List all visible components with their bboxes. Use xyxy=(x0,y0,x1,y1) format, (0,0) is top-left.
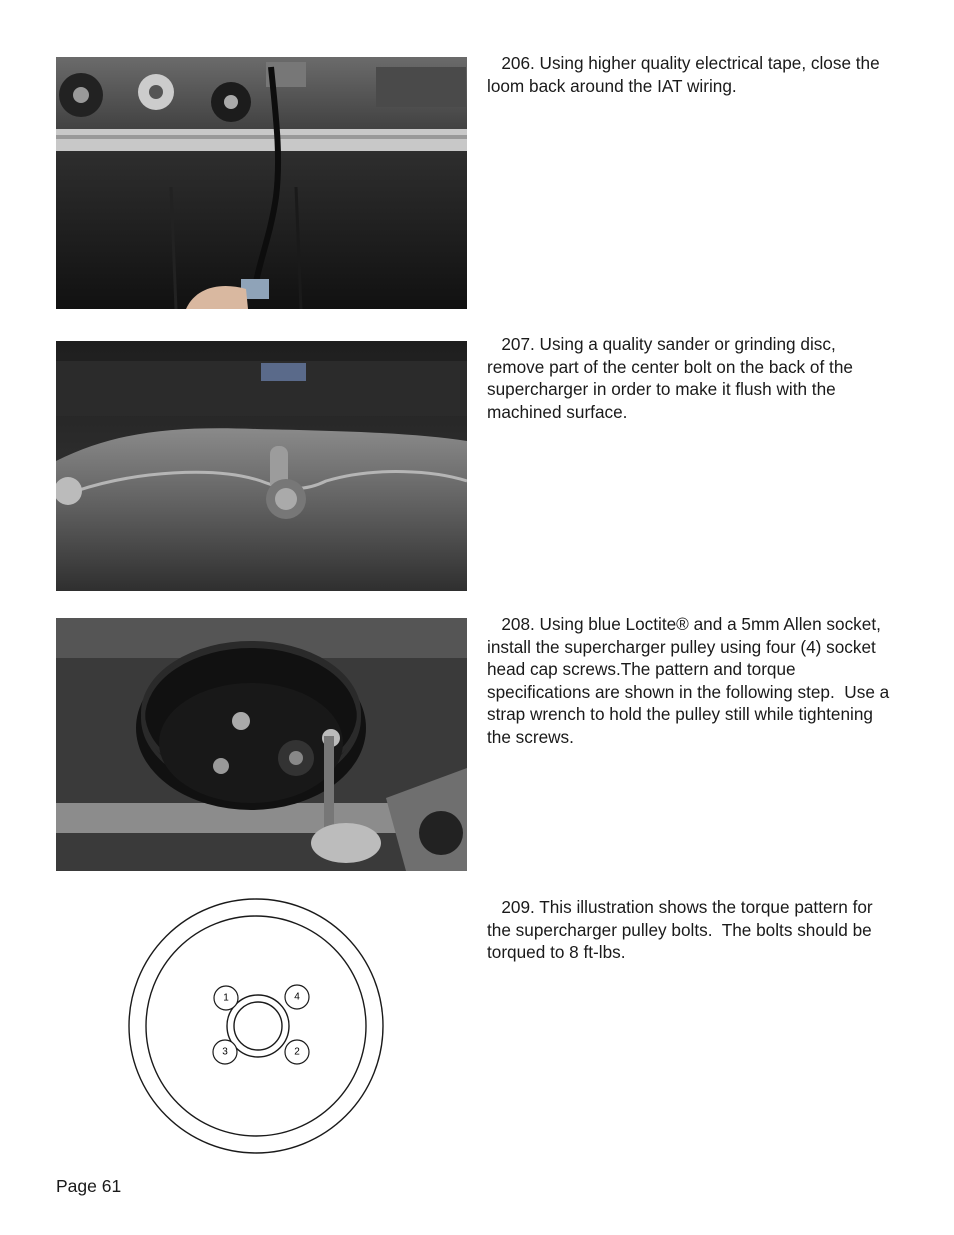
step-209-text: 209. This illustration shows the torque pattern for the supercharger pulley bolts. The bolts should be torqued to 8 ft-lbs. xyxy=(487,897,878,963)
bolt-1 xyxy=(214,986,238,1010)
torque-pattern-diagram xyxy=(126,896,386,1156)
hub-inner-ring xyxy=(234,1002,282,1050)
pulley-inner-ring xyxy=(146,916,366,1136)
bolt-2 xyxy=(285,1040,309,1064)
page-number: Page 61 xyxy=(56,1176,122,1196)
pulley-outer-ring xyxy=(129,899,383,1153)
photo-center-bolt xyxy=(56,341,467,591)
bolt-2-label: 2 xyxy=(294,1046,300,1058)
step-207-text: 207. Using a quality sander or grinding disc, remove part of the center bolt on the back of the supercharger in order to make it flush with the machined surface. xyxy=(487,334,858,422)
bolt-4-label: 4 xyxy=(294,991,300,1003)
step-206-text: 206. Using higher quality electrical tape, close the loom back around the IAT wiring. xyxy=(487,53,885,96)
bolt-3 xyxy=(213,1040,237,1064)
step-208-text: 208. Using blue Loctite® and a 5mm Allen socket, install the supercharger pulley using four (4) socket head cap screws.The pattern and torque specifications are shown in the following step. Use a strap wrench to hold the pulley still while tightening the screws. xyxy=(487,614,894,747)
bolt-4 xyxy=(285,985,309,1009)
photo-iat-wiring xyxy=(56,57,467,309)
bolt-1-label: 1 xyxy=(223,992,229,1004)
bolt-3-label: 3 xyxy=(222,1046,228,1058)
photo-pulley-install xyxy=(56,618,467,871)
